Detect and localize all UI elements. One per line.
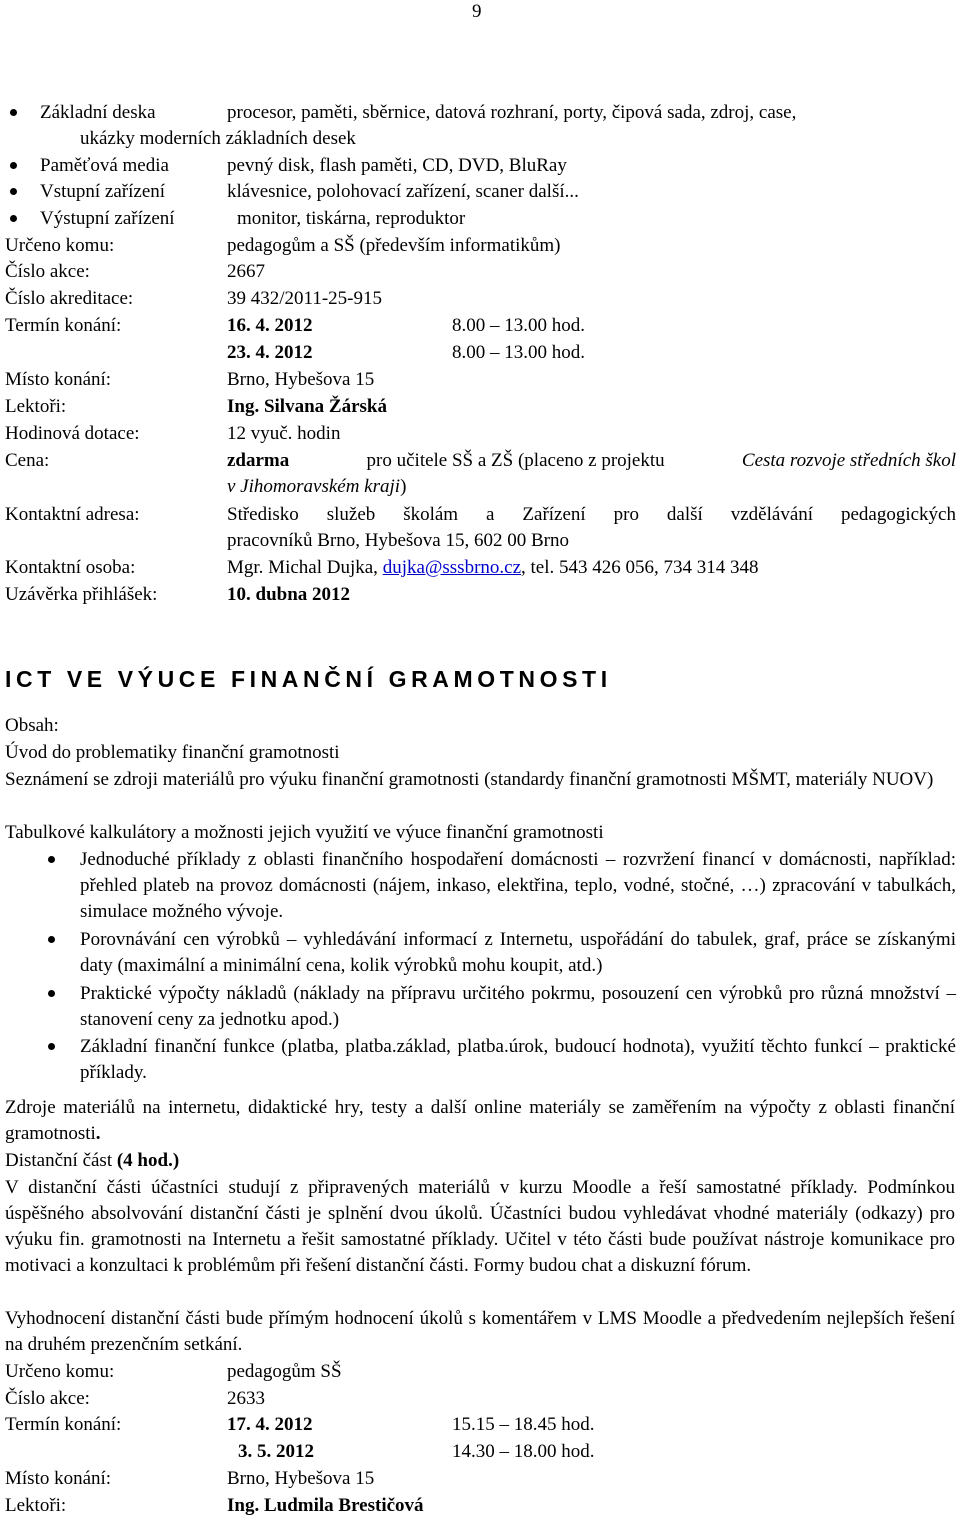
hours-label: Hodinová dotace: [5,423,140,444]
bullet-icon [10,109,17,116]
price-project-cont: v Jihomoravském kraji [227,476,401,497]
evaluation-paragraph: Vyhodnocení distanční části bude přímým hodnocení úkolů s komentářem v LMS Moodle a předvedením nejlepších řešení na druhém prezenčním setkání. [5,1308,955,1355]
price-project: Cesta rozvoje středních škol [741,450,956,471]
accred-label: Číslo akreditace: [5,288,134,309]
bullet-text: procesor, paměti, sběrnice, datová rozhraní, porty, čipová sada, zdroj, case, [227,102,797,123]
term-date: 16. 4. 2012 [227,315,313,336]
bullet-icon [10,162,17,169]
contact-email-link[interactable]: dujka@sssbrno.cz [382,557,522,578]
lecturer-value: Ing. Ludmila Brestičová [227,1495,424,1516]
place-value: Brno, Hybešova 15 [227,369,375,390]
price-text: pro učitele SŠ a ZŠ (placeno z projektu [366,450,665,471]
bullet-text-cont: ukázky moderních základních desek [80,128,356,149]
lecturer-value: Ing. Silvana Žárská [227,396,387,417]
sources-text: Zdroje materiálů na internetu, didaktické hry, testy a další online materiály se zaměřením na výpočty z oblasti finanční gramotnosti [5,1097,955,1144]
action-value: 2633 [227,1388,265,1409]
sources-paragraph [5,1095,955,1147]
action-value: 2667 [227,261,265,282]
term-label: Termín konání: [5,1414,122,1435]
intro-line: Tabulkové kalkulátory a možnosti jejich využití ve výuce finanční gramotnosti [5,822,604,843]
place-label: Místo konání: [5,1468,112,1489]
action-label: Číslo akce: [5,1388,90,1409]
bullet-label: Základní deska [40,102,156,123]
bullet-text: klávesnice, polohovací zařízení, scaner další... [227,181,579,202]
lecturer-label: Lektoři: [5,1495,67,1516]
contact-person-name: Mgr. Michal Dujka, [227,557,378,578]
bullet-paragraph: Porovnávání cen výrobků – vyhledávání informací z Internetu, uspořádání do tabulek, graf, práce se získanými daty (maximální a minimální cena, kolik výrobků mohu koupit, atd.) [80,929,956,976]
bullet-label: Výstupní zařízení [40,208,175,229]
bullet-text: monitor, tiskárna, reproduktor [237,208,466,229]
term-date: 17. 4. 2012 [227,1414,313,1435]
bullet-icon [10,188,17,195]
term-time: 8.00 – 13.00 hod. [452,342,585,363]
accred-value: 39 432/2011-25-915 [227,288,382,309]
contact-address-label: Kontaktní adresa: [5,504,140,525]
bullet-icon [10,215,17,222]
price-line2 [227,474,406,500]
price-label: Cena: [5,450,50,471]
target-value: pedagogům a SŠ (především informatikům) [227,235,561,256]
target-value: pedagogům SŠ [227,1361,342,1382]
intro-paragraph: Seznámení se zdroji materiálů pro výuku finanční gramotnosti (standardy finanční gramotnosti MŠMT, materiály NUOV) [5,769,934,790]
course-title: ICT VE VÝUCE FINANČNÍ GRAMOTNOSTI [5,666,612,692]
contact-address-line2: pracovníků Brno, Hybešova 15, 602 00 Brno [227,530,569,551]
bullet-label: Paměťová media [40,155,169,176]
term-date: 23. 4. 2012 [227,342,313,363]
page-number: 9 [472,1,482,22]
place-value: Brno, Hybešova 15 [227,1468,375,1489]
place-label: Místo konání: [5,369,112,390]
content-label: Obsah: [5,715,59,736]
term-time: 8.00 – 13.00 hod. [452,315,585,336]
bullet-icon [48,936,55,943]
price-line [227,448,956,474]
distance-heading [5,1148,179,1174]
deadline-value: 10. dubna 2012 [227,584,351,605]
contact-address-line1: Středisko služeb školám a Zařízení pro další vzdělávání pedagogických [227,504,956,525]
bullet-icon [48,856,55,863]
term-time: 14.30 – 18.00 hod. [452,1441,595,1462]
term-time: 15.15 – 18.45 hod. [452,1414,595,1435]
term-label: Termín konání: [5,315,122,336]
price-free: zdarma [227,450,290,471]
bullet-icon [48,1043,55,1050]
contact-phone: , tel. 543 426 056, 734 314 348 [521,557,759,578]
term-date: 3. 5. 2012 [238,1441,314,1462]
contact-person-line [227,555,759,581]
hours-value: 12 vyuč. hodin [227,423,341,444]
bullet-paragraph: Základní finanční funkce (platba, platba.základ, platba.úrok, budoucí hodnota), využití těchto funkcí – praktické příklady. [80,1036,956,1083]
sources-end: . [95,1123,101,1144]
contact-person-label: Kontaktní osoba: [5,557,136,578]
distance-paragraph: V distanční části účastníci studují z připravených materiálů v kurzu Moodle a řeší samostatné příklady. Podmínkou úspěšného absolvování distanční části je splnění dvou úkolů. Účastníci budou vyhledávat vhodné materiály (odkazy) pro výuku fin. gramotnosti na Internetu a řešit samostatné příklady. Učitel v této části bude používat nástroje komunikace pro motivaci a konzultaci k problémům při řešení distanční části. Formy budou chat a diskuzní fórum. [5,1177,955,1276]
target-label: Určeno komu: [5,235,115,256]
distance-hours: (4 hod.) [116,1150,180,1171]
bullet-paragraph: Jednoduché příklady z oblasti finančního hospodaření domácnosti – rozvržení financí v domácnosti, například: přehled plateb na provoz domácnosti (nájem, inkaso, elektřina, teplo, vodné, stočné, …) zpracování v tabulkách, simulace možného vývoje. [80,849,956,922]
action-label: Číslo akce: [5,261,90,282]
target-label: Určeno komu: [5,1361,115,1382]
deadline-label: Uzávěrka přihlášek: [5,584,158,605]
distance-label: Distanční část [5,1150,113,1171]
bullet-text: pevný disk, flash paměti, CD, DVD, BluRay [227,155,567,176]
bullet-paragraph: Praktické výpočty nákladů (náklady na přípravu určitého pokrmu, posouzení cen výrobků pro různá množství – stanovení ceny za jednotku apod.) [80,983,956,1030]
price-close: ) [400,476,407,497]
intro-line: Úvod do problematiky finanční gramotnosti [5,742,340,763]
bullet-label: Vstupní zařízení [40,181,166,202]
bullet-icon [48,990,55,997]
lecturer-label: Lektoři: [5,396,67,417]
